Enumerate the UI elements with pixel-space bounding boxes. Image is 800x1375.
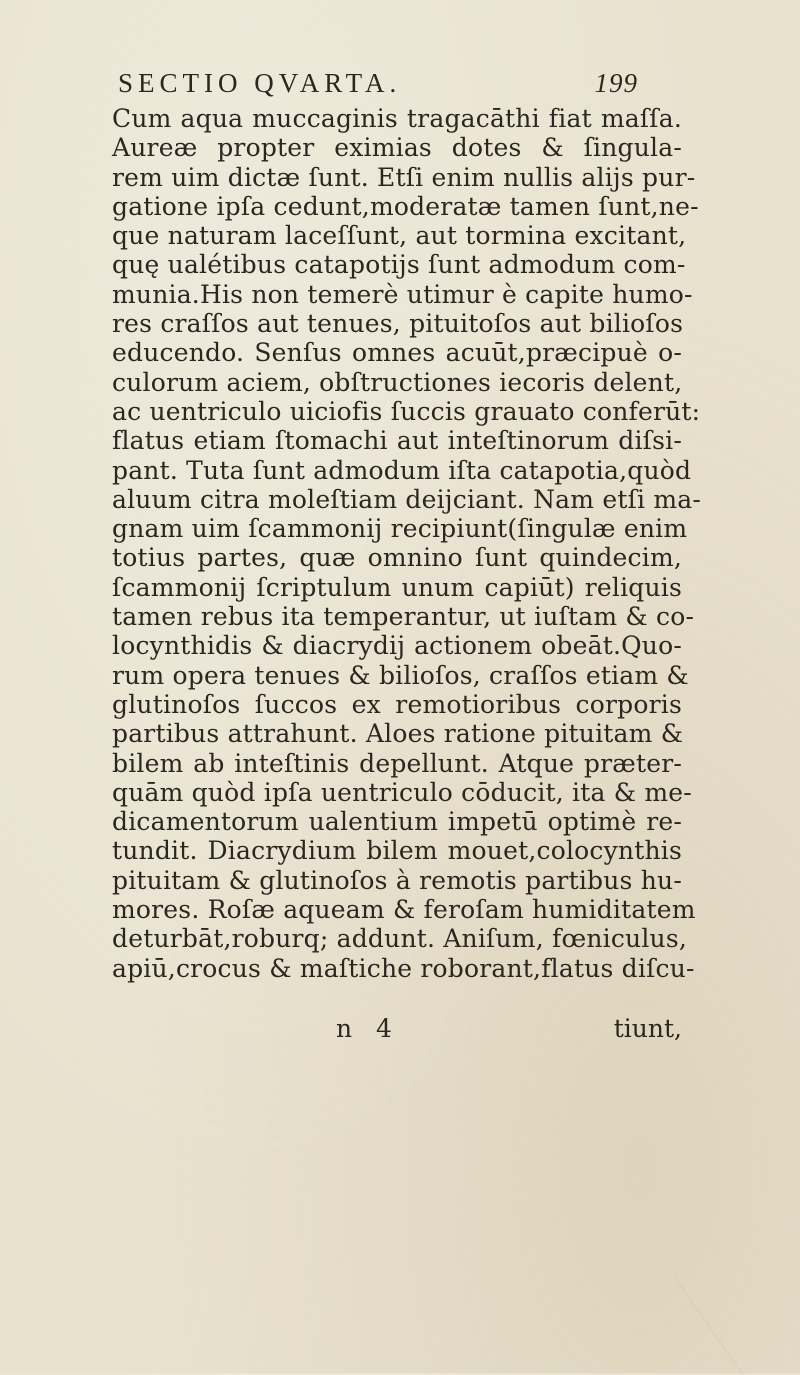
text-line: ac uentriculo uiciofis ſuccis grauato conferūt: [112, 396, 701, 426]
text-line: rem uim dictæ ſunt. Etſi enim nullis alijs pur- [112, 162, 696, 192]
text-line: pituitam & glutinoſos à remotis partibus hu- [112, 865, 682, 895]
text-line: gatione ipſa cedunt,moderatæ tamen ſunt,ne- [112, 191, 699, 221]
text-line: tundit. Diacrydium bilem mouet,colocynthis [112, 836, 682, 866]
text-line: locynthidis & diacrydij actionem obeāt.Quo- [112, 631, 682, 661]
text-line: que naturam laceſſunt, aut tormina excitant, [112, 221, 687, 251]
text-line: glutinoſos ſuccos ex remotioribus corporis [112, 689, 682, 719]
page-number: 199 [594, 68, 638, 98]
paper-crease [674, 1225, 800, 1375]
page-footer [112, 1014, 682, 1046]
text-line: ſcammonij ſcriptulum unum capiūt) reliquis [112, 572, 682, 602]
text-line: quām quòd ipſa uentriculo cōducit, ita & me- [112, 777, 692, 807]
text-line: flatus etiam ſtomachi aut inteſtinorum diſsi- [112, 426, 682, 456]
running-head [118, 68, 638, 104]
text-line: bilem ab inteſtinis depellunt. Atque præter- [112, 748, 682, 778]
text-line: Cum aqua muccaginis tragacāthi fiat maſſa. [112, 104, 682, 133]
text-line: munia.His non temerè utimur è capite humo- [112, 279, 693, 309]
text-line: culorum aciem, obſtructiones iecoris delent, [112, 367, 683, 397]
text-line: pant. Tuta ſunt admodum iſta catapotia,quòd [112, 455, 692, 485]
body-text [112, 104, 702, 983]
catchword: tiunt, [613, 1014, 682, 1043]
text-line: apiū,crocus & maſtiche roborant,flatus diſcu- [112, 953, 695, 983]
text-line: Aureæ propter eximias dotes & ſingula- [112, 133, 682, 163]
running-title: SECTIO QVARTA. [118, 68, 402, 98]
text-line: tamen rebus ita temperantur, ut iuſtam & co- [112, 602, 695, 632]
text-line: dicamentorum ualentium impetū optimè re- [112, 807, 682, 837]
text-line: rum opera tenues & bilioſos, craſſos etiam & [112, 660, 689, 690]
text-line: res craſſos aut tenues, pituitoſos aut bilioſos [112, 309, 684, 339]
text-line: gnam uim ſcammonij recipiunt(ſingulæ enim [112, 514, 688, 544]
text-line: aluum citra moleſtiam deijciant. Nam etſi ma- [112, 484, 702, 514]
text-line: deturbāt,roburq; addunt. Aniſum, fœniculus, [112, 924, 688, 954]
text-line: educendo. Senſus omnes acuūt,præcipuè o- [112, 338, 682, 368]
text-line: partibus attrahunt. Aloes ratione pituitam & [112, 719, 684, 749]
text-line: quę ualétibus catapotijs ſunt admodum com- [112, 250, 686, 280]
signature-mark: n 4 [336, 1014, 400, 1043]
text-line: totius partes, quæ omnino ſunt quindecim, [112, 543, 682, 573]
text-line: mores. Roſæ aqueam & feroſam humiditatem [112, 895, 696, 925]
